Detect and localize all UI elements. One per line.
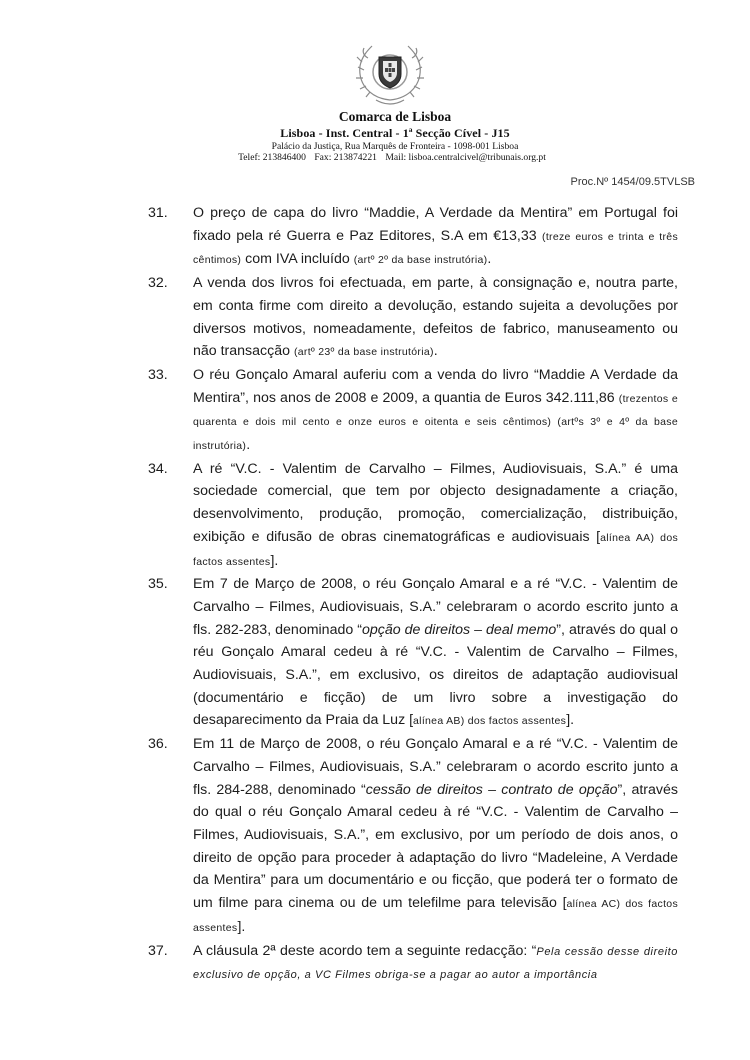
paragraph-number: 31.	[148, 205, 168, 221]
paragraph-number: 37.	[148, 942, 168, 959]
paragraph-text: Em 11 de Março de 2008, o réu Gonçalo Amaral e a ré “V.C. - Valentim de Carvalho – Filmes, Audiovisuais, S.A.” celebraram o acordo escrito junto a fls. 284-288, denominado “	[193, 736, 678, 798]
paragraph-quote: opção de direitos – deal memo	[361, 621, 557, 638]
paragraph-text: ”, através do qual o réu Gonçalo Amaral cedeu à ré “V.C. - Valentim de Carvalho – Filmes, Audiovisuais, S.A.”, em exclusivo, os direitos de adaptação audiovisual (documentário e ficção) de um livro sobre a investigação do desaparecimento da Praia da Luz [	[193, 621, 678, 729]
court-phone: Telef: 213846400	[238, 152, 306, 163]
paragraph-quote: Pela cessão desse direito exclusivo de opção, a VC Filmes obriga-se a pagar ao autor a importância	[193, 945, 678, 982]
paragraph-reference: alínea AB) dos factos assentes	[413, 715, 567, 728]
paragraph-reference: (artº 23º da base instrutória)	[293, 346, 434, 359]
paragraph-number: 32.	[148, 275, 168, 292]
paragraph-text: Em 7 de Março de 2008, o réu Gonçalo Amaral e a ré “V.C. - Valentim de Carvalho – Filmes, Audiovisuais, S.A.” celebraram o acordo escrito junto a fls. 282-283, denominado “	[193, 576, 678, 638]
paragraph-32	[148, 272, 678, 364]
paragraph-text: .	[487, 251, 492, 268]
paragraph-number: 33.	[148, 366, 168, 383]
court-name: Comarca de Lisboa	[338, 109, 452, 124]
paragraph-text: O réu Gonçalo Amaral auferiu com a venda do livro “Maddie A Verdade da Mentira”, nos anos de 2008 e 2009, a quantia de Euros 342.111,86	[193, 366, 678, 406]
paragraph-number: 35.	[148, 576, 168, 593]
paragraph-37	[148, 940, 678, 987]
paragraph-text: com IVA incluído	[241, 251, 354, 268]
paragraph-text: ].	[566, 712, 575, 729]
paragraph-text: O preço de capa do livro “Maddie, A Verdade da Mentira” em Portugal foi fixado pela ré Guerra e Paz Editores, S.A em €13,33	[193, 205, 678, 244]
process-number: Proc.Nº 1454/09.5TVLSB	[570, 176, 695, 188]
paragraph-reference: alínea AA) dos factos assentes	[193, 531, 679, 568]
paragraph-note: (treze euros e trinta e três cêntimos)	[193, 230, 678, 267]
paragraph-reference: (artº 2º da base instrutória)	[353, 254, 488, 267]
paragraph-36	[148, 733, 678, 939]
paragraph-text: .	[433, 343, 438, 360]
paragraph-34	[148, 458, 678, 574]
paragraph-text: ”, através do qual o réu Gonçalo Amaral cedeu à ré “V.C. - Valentim de Carvalho – Filmes, Audiovisuais, S.A.”, em exclusivo, por um período de dois anos, o direito de opção para proceder à adaptação do livro “Madeleine, A Verdade da Mentira” para um documentário e ou ficção, que poderá ter o formato de um filme para cinema ou de um telefilme para televisão [	[193, 781, 678, 912]
court-email: Mail: lisboa.centralcivel@tribunais.org.pt	[385, 152, 546, 163]
paragraph-text: ].	[270, 552, 279, 569]
paragraph-reference: (trezentos e quarenta e dois mil cento e onze euros e oitenta e seis cêntimos) (artºs 3º e 4º da base instrutória)	[193, 392, 678, 453]
paragraph-31	[148, 202, 678, 272]
court-contact	[0, 152, 750, 163]
paragraph-reference: alínea AC) dos factos assentes	[193, 898, 678, 934]
court-fax: Fax: 213874221	[314, 152, 377, 163]
paragraph-number: 34.	[148, 460, 168, 477]
paragraph-quote: cessão de direitos – contrato de opção	[365, 781, 618, 798]
paragraph-text: A ré “V.C. - Valentim de Carvalho – Filmes, Audiovisuais, S.A.” é uma sociedade comercial, que tem por objecto designadamente a criação, desenvolvimento, produção, promoção, comercialização, distribuição, exibição e difusão de obras cinematográficas e audiovisuais [	[193, 460, 678, 545]
paragraph-text: .	[246, 437, 251, 454]
paragraph-35	[148, 573, 678, 733]
paragraph-33	[148, 364, 678, 458]
paragraph-text: ].	[237, 918, 246, 935]
court-address: Palácio da Justiça, Rua Marquês de Fronteira - 1098-001 Lisboa	[271, 141, 519, 152]
paragraph-text: A venda dos livros foi efectuada, em parte, à consignação e, noutra parte, em conta firme com direito a devolução, estando sujeita a devoluções por diversos motivos, nomeadamente, defeitos de fabrico, manuseamento ou não transacção	[193, 275, 678, 360]
court-section: Lisboa - Inst. Central - 1ª Secção Cível - J15	[280, 126, 510, 140]
document-body	[148, 202, 678, 987]
paragraph-number: 36.	[148, 736, 168, 753]
paragraph-text: A cláusula 2ª deste acordo tem a seguinte redacção: “	[193, 942, 537, 959]
coat-of-arms-icon	[350, 40, 430, 108]
